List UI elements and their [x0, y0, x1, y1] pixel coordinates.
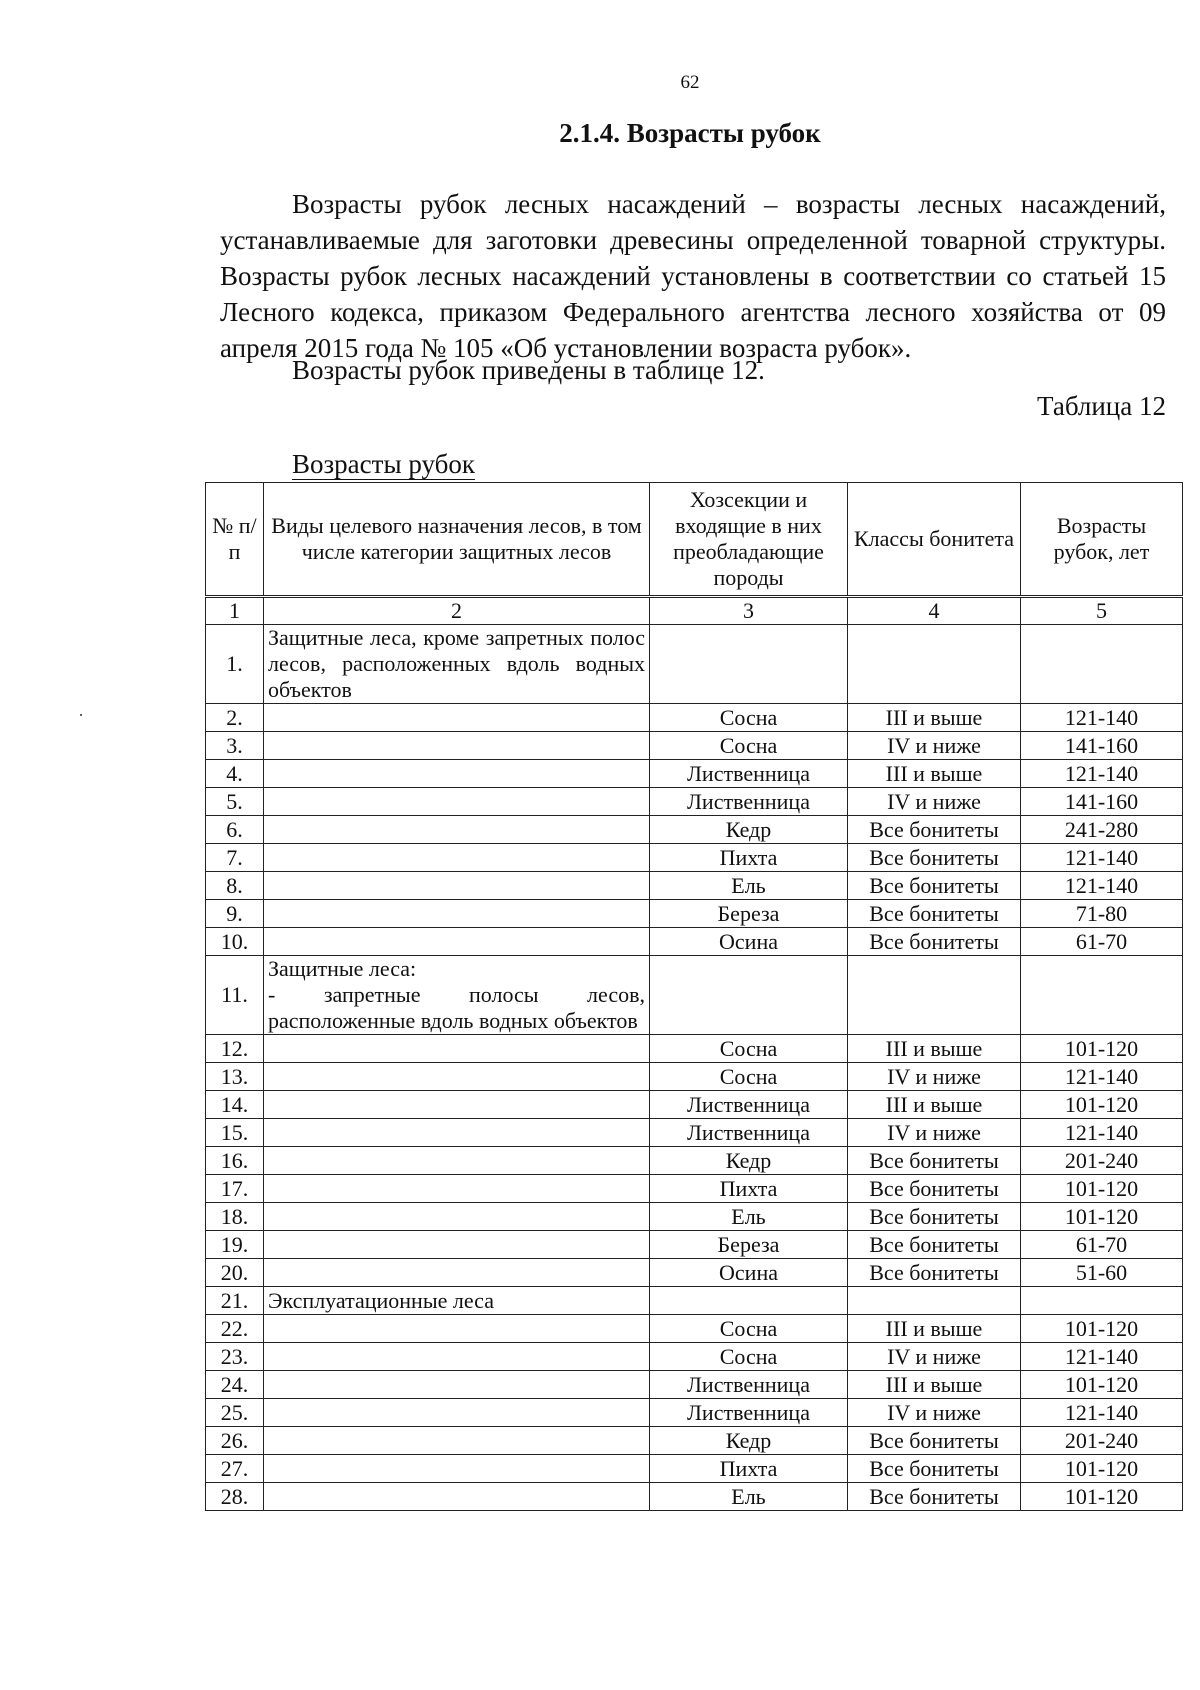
row-number: 23. [206, 1343, 264, 1371]
row-category [264, 844, 650, 872]
row-species: Пихта [650, 1175, 848, 1203]
row-category [264, 1119, 650, 1147]
row-species: Лиственница [650, 788, 848, 816]
row-species: Сосна [650, 1315, 848, 1343]
row-category: Эксплуатационные леса [264, 1287, 650, 1315]
row-category [264, 704, 650, 732]
row-cutting-age: 101-120 [1021, 1483, 1183, 1511]
row-cutting-age: 241-280 [1021, 816, 1183, 844]
table-row [206, 1315, 1183, 1343]
row-species: Осина [650, 928, 848, 956]
table-row [206, 1119, 1183, 1147]
row-number: 21. [206, 1287, 264, 1315]
column-number: 2 [264, 597, 650, 625]
column-number: 1 [206, 597, 264, 625]
row-cutting-age: 51-60 [1021, 1259, 1183, 1287]
row-species: Кедр [650, 1427, 848, 1455]
row-number: 16. [206, 1147, 264, 1175]
table-row [206, 1035, 1183, 1063]
row-number: 12. [206, 1035, 264, 1063]
row-species: Пихта [650, 844, 848, 872]
table-row [206, 1175, 1183, 1203]
row-cutting-age [1021, 625, 1183, 704]
table-row [206, 1455, 1183, 1483]
row-cutting-age: 101-120 [1021, 1315, 1183, 1343]
row-site-class: III и выше [848, 760, 1021, 788]
row-site-class: Все бонитеты [848, 1175, 1021, 1203]
section-title: 2.1.4. Возрасты рубок [559, 118, 821, 148]
row-site-class: Все бонитеты [848, 1427, 1021, 1455]
paragraph-table-reference: Возрасты рубок приведены в таблице 12. [292, 355, 765, 385]
row-species: Лиственница [650, 1091, 848, 1119]
table-row [206, 1259, 1183, 1287]
row-number: 14. [206, 1091, 264, 1119]
row-cutting-age: 121-140 [1021, 872, 1183, 900]
table-row [206, 704, 1183, 732]
row-category [264, 1231, 650, 1259]
row-site-class: Все бонитеты [848, 872, 1021, 900]
row-number: 6. [206, 816, 264, 844]
row-number: 26. [206, 1427, 264, 1455]
row-species: Лиственница [650, 1371, 848, 1399]
row-species [650, 1287, 848, 1315]
table-row [206, 1483, 1183, 1511]
table-row [206, 872, 1183, 900]
row-cutting-age [1021, 1287, 1183, 1315]
table-row [206, 1427, 1183, 1455]
row-site-class: Все бонитеты [848, 1455, 1021, 1483]
row-species: Ель [650, 872, 848, 900]
row-number: 15. [206, 1119, 264, 1147]
row-site-class: III и выше [848, 1371, 1021, 1399]
row-number: 22. [206, 1315, 264, 1343]
paragraph-intro: Возрасты рубок лесных насаждений – возрасты лесных насаждений, устанавливаемые для заготовки древесины определенной товарной структуры. Возрасты рубок лесных насаждений установлены в соответствии со статьей 15 Лесного кодекса, приказом Федерального агентства лесного хозяйства от 09 апреля 2015 года № 105 «Об установлении возраста рубок». [220, 189, 1166, 363]
row-category [264, 900, 650, 928]
row-cutting-age [1021, 956, 1183, 1035]
row-site-class: Все бонитеты [848, 1231, 1021, 1259]
table-row [206, 1343, 1183, 1371]
row-species: Береза [650, 1231, 848, 1259]
row-cutting-age: 121-140 [1021, 1119, 1183, 1147]
row-site-class: Все бонитеты [848, 900, 1021, 928]
row-number: 2. [206, 704, 264, 732]
row-species: Береза [650, 900, 848, 928]
table-header-row [206, 483, 1183, 597]
header-species: Хозсекции и входящие в них преобладающие породы [650, 483, 848, 597]
row-species: Лиственница [650, 1399, 848, 1427]
row-cutting-age: 121-140 [1021, 1343, 1183, 1371]
row-site-class: Все бонитеты [848, 844, 1021, 872]
row-category: Защитные леса: - запретные полосы лесов, расположенные вдоль водных объектов [264, 956, 650, 1035]
row-cutting-age: 101-120 [1021, 1091, 1183, 1119]
row-number: 1. [206, 625, 264, 704]
row-number: 17. [206, 1175, 264, 1203]
row-species: Сосна [650, 1063, 848, 1091]
table-row [206, 760, 1183, 788]
row-category [264, 1091, 650, 1119]
header-number: № п/п [206, 483, 264, 597]
row-species [650, 956, 848, 1035]
row-cutting-age: 121-140 [1021, 704, 1183, 732]
row-site-class: Все бонитеты [848, 1147, 1021, 1175]
row-cutting-age: 101-120 [1021, 1455, 1183, 1483]
table-row [206, 1399, 1183, 1427]
table-row [206, 1091, 1183, 1119]
row-site-class [848, 625, 1021, 704]
table-row [206, 1231, 1183, 1259]
header-cutting-age: Возрасты рубок, лет [1021, 483, 1183, 597]
row-site-class: Все бонитеты [848, 816, 1021, 844]
row-number: 3. [206, 732, 264, 760]
row-cutting-age: 121-140 [1021, 1063, 1183, 1091]
column-numbers-row [206, 597, 1183, 625]
row-site-class: IV и ниже [848, 1119, 1021, 1147]
table-row [206, 732, 1183, 760]
row-number: 4. [206, 760, 264, 788]
row-category [264, 788, 650, 816]
row-species: Сосна [650, 732, 848, 760]
row-category [264, 1147, 650, 1175]
column-number: 3 [650, 597, 848, 625]
row-site-class: IV и ниже [848, 1343, 1021, 1371]
table-row [206, 1371, 1183, 1399]
row-category [264, 1483, 650, 1511]
row-number: 5. [206, 788, 264, 816]
table-row [206, 625, 1183, 704]
row-site-class [848, 956, 1021, 1035]
row-species: Сосна [650, 1343, 848, 1371]
row-cutting-age: 61-70 [1021, 1231, 1183, 1259]
row-site-class: Все бонитеты [848, 928, 1021, 956]
row-cutting-age: 201-240 [1021, 1427, 1183, 1455]
row-site-class: IV и ниже [848, 1399, 1021, 1427]
row-site-class: III и выше [848, 704, 1021, 732]
row-species: Ель [650, 1483, 848, 1511]
row-number: 25. [206, 1399, 264, 1427]
row-category [264, 1455, 650, 1483]
table-label: Таблица 12 [1037, 391, 1166, 421]
row-category [264, 1343, 650, 1371]
page-number: 62 [680, 72, 700, 93]
row-species: Пихта [650, 1455, 848, 1483]
row-cutting-age: 201-240 [1021, 1147, 1183, 1175]
row-species: Кедр [650, 1147, 848, 1175]
row-site-class: Все бонитеты [848, 1203, 1021, 1231]
row-species: Сосна [650, 704, 848, 732]
column-number: 4 [848, 597, 1021, 625]
table-caption: Возрасты рубок [292, 449, 475, 479]
row-number: 8. [206, 872, 264, 900]
table-row [206, 1287, 1183, 1315]
row-species: Кедр [650, 816, 848, 844]
table-row [206, 788, 1183, 816]
row-category: Защитные леса, кроме запретных полос лесов, расположенных вдоль водных объектов [264, 625, 650, 704]
row-cutting-age: 121-140 [1021, 760, 1183, 788]
row-number: 19. [206, 1231, 264, 1259]
row-cutting-age: 71-80 [1021, 900, 1183, 928]
row-site-class: IV и ниже [848, 732, 1021, 760]
table-row [206, 1063, 1183, 1091]
row-number: 9. [206, 900, 264, 928]
table-row [206, 956, 1183, 1035]
row-number: 18. [206, 1203, 264, 1231]
row-cutting-age: 101-120 [1021, 1371, 1183, 1399]
column-number: 5 [1021, 597, 1183, 625]
table-row [206, 816, 1183, 844]
table-row [206, 1203, 1183, 1231]
row-species [650, 625, 848, 704]
table-row [206, 928, 1183, 956]
row-cutting-age: 101-120 [1021, 1203, 1183, 1231]
row-category [264, 760, 650, 788]
row-species: Ель [650, 1203, 848, 1231]
row-number: 11. [206, 956, 264, 1035]
header-site-class: Классы бонитета [848, 483, 1021, 597]
row-cutting-age: 61-70 [1021, 928, 1183, 956]
row-cutting-age: 141-160 [1021, 788, 1183, 816]
row-species: Сосна [650, 1035, 848, 1063]
row-site-class: IV и ниже [848, 1063, 1021, 1091]
table-row [206, 1147, 1183, 1175]
row-number: 10. [206, 928, 264, 956]
row-category [264, 732, 650, 760]
row-species: Лиственница [650, 760, 848, 788]
row-category [264, 1315, 650, 1343]
row-category [264, 1371, 650, 1399]
row-site-class: III и выше [848, 1035, 1021, 1063]
row-site-class: Все бонитеты [848, 1483, 1021, 1511]
row-category [264, 1063, 650, 1091]
row-category [264, 816, 650, 844]
row-cutting-age: 121-140 [1021, 844, 1183, 872]
row-number: 7. [206, 844, 264, 872]
table-row [206, 900, 1183, 928]
row-cutting-age: 101-120 [1021, 1175, 1183, 1203]
row-number: 24. [206, 1371, 264, 1399]
row-cutting-age: 141-160 [1021, 732, 1183, 760]
row-category [264, 1399, 650, 1427]
row-number: 27. [206, 1455, 264, 1483]
scan-speck [80, 714, 82, 716]
row-category [264, 872, 650, 900]
row-cutting-age: 101-120 [1021, 1035, 1183, 1063]
row-category [264, 928, 650, 956]
row-number: 13. [206, 1063, 264, 1091]
row-category [264, 1175, 650, 1203]
row-category [264, 1203, 650, 1231]
row-category [264, 1259, 650, 1287]
row-number: 20. [206, 1259, 264, 1287]
row-species: Осина [650, 1259, 848, 1287]
row-site-class: Все бонитеты [848, 1259, 1021, 1287]
row-site-class: IV и ниже [848, 788, 1021, 816]
row-number: 28. [206, 1483, 264, 1511]
row-category [264, 1427, 650, 1455]
cutting-age-table [205, 482, 1183, 1511]
row-site-class: III и выше [848, 1091, 1021, 1119]
header-forest-purpose: Виды целевого назначения лесов, в том числе категории защитных лесов [264, 483, 650, 597]
row-category [264, 1035, 650, 1063]
table-row [206, 844, 1183, 872]
row-site-class [848, 1287, 1021, 1315]
row-species: Лиственница [650, 1119, 848, 1147]
row-site-class: III и выше [848, 1315, 1021, 1343]
row-cutting-age: 121-140 [1021, 1399, 1183, 1427]
